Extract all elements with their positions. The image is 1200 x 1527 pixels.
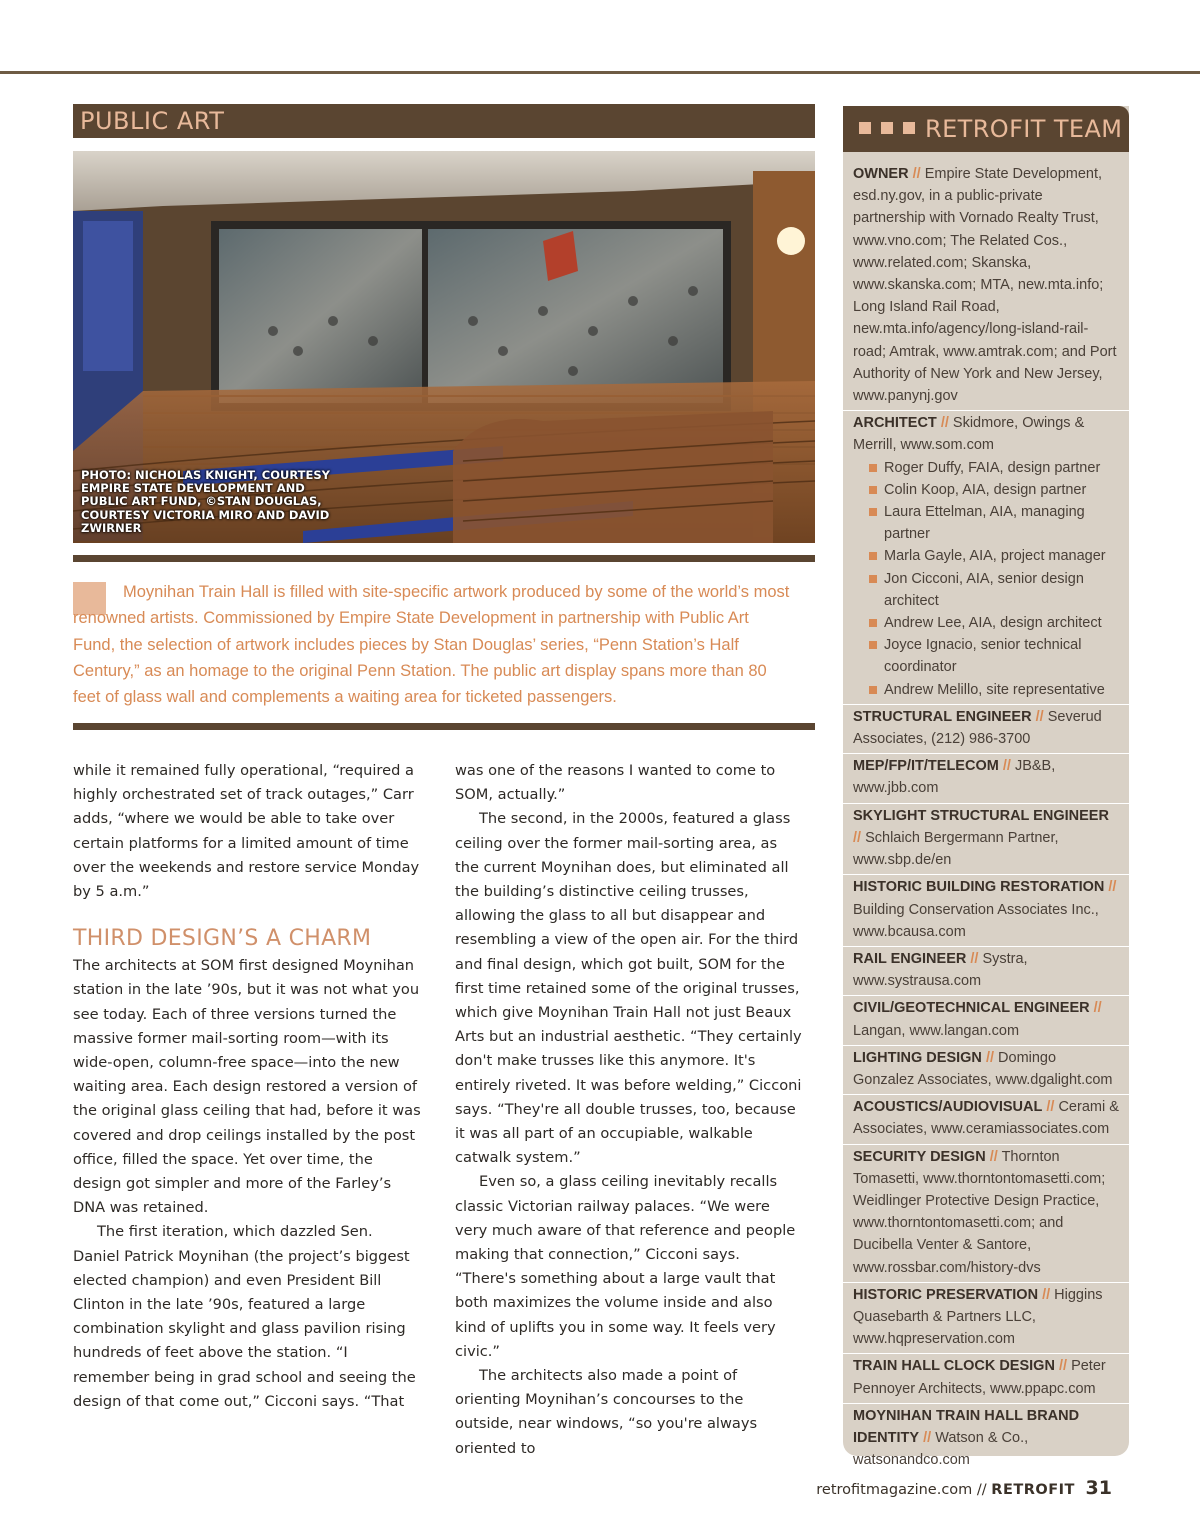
role-separator: // [985,1049,994,1066]
team-role: TRAIN HALL CLOCK DESIGN [853,1358,1055,1375]
top-rule [0,71,1200,74]
team-role: HISTORIC BUILDING RESTORATION [853,879,1105,896]
sidebar-title: RETROFIT TEAM [925,115,1123,143]
team-firm: Empire State Development, esd.ny.gov, in a public-private partnership with Vornado Realty Trust, www.vno.com; The Related Cos., www.related.com; Skanska, www.skanska.com; MTA, new.mta.info; Long Island Rail Road, new.mta.info/agency/long-island-rail-road; Amtrak, www.amtrak.com; and Port Authority of New York and New Jersey, www.panynj.gov [853,166,1117,405]
team-firm: Domingo Gonzalez Associates, www.dgalight.com [853,1049,1113,1088]
team-entry [843,1046,1129,1095]
team-firm: Peter Pennoyer Architects, www.ppapc.com [853,1358,1106,1397]
waiting-area-photo [73,151,815,543]
team-firm: Thornton Tomasetti, www.thorntontomasetti.com; Weidlinger Protective Design Practice, www.thorntontomasetti.com; and Ducibella Venter & Santore, www.rossbar.com/history-dvs [853,1148,1106,1276]
footer-brand: RETROFIT [991,1482,1075,1498]
page-number: 31 [1085,1477,1112,1499]
team-entry [843,754,1129,803]
role-separator: // [1046,1099,1055,1116]
team-members [853,457,1119,701]
team-role: ARCHITECT [853,415,937,432]
article-paragraph: while it remained fully operational, “required a highly orchestrated set of track outages,” Carr adds, “where we would be able to take over certain platforms for a limited amount of time over the weekends and restore service Monday by 5 a.m.” [73,762,420,901]
team-entry [843,804,1129,876]
role-separator: // [1058,1358,1068,1375]
photo-credit: PHOTO: NICHOLAS KNIGHT, COURTESY EMPIRE STATE DEVELOPMENT AND PUBLIC ART FUND, ©STAN DOUGLAS, COURTESY VICTORIA MIRO AND DAVID ZWIRNER [81,468,330,535]
square-bullet-icon [859,122,871,134]
role-separator: // [1042,1286,1051,1303]
article-column-1 [73,759,423,1414]
team-role: OWNER [853,166,909,182]
article-paragraph: The architects at SOM first designed Moynihan station in the late ’90s, but it was not what you see today. Each of three versions turned the massive former mail-sorting room—with its wide-open, column-free space—into the new waiting area. Each design restored a version of the original glass ceiling that had, before it was covered and drop ceilings installed by the post office, filled the space. Yet over time, the design got simpler and more of the Farley’s DNA was retained. [73,957,421,1217]
team-entry [843,1354,1129,1403]
caption-bottom-rule [73,723,815,730]
role-separator: // [1002,758,1011,775]
team-firm: Severud Associates, (212) 986-3700 [853,708,1102,748]
team-role: STRUCTURAL ENGINEER [853,708,1032,725]
team-member: Laura Ettelman, AIA, managing partner [872,501,1119,545]
role-separator: // [1093,1000,1102,1017]
retrofit-team-sidebar [843,106,1129,1469]
team-entry [843,947,1129,996]
role-separator: // [853,829,862,846]
team-role: SECURITY DESIGN [853,1148,986,1165]
team-firm: Higgins Quasebarth & Partners LLC, www.hqpreservation.com [853,1286,1103,1348]
photo-caption: Moynihan Train Hall is filled with site-specific artwork produced by some of the world’s most renowned artists. Commissioned by Empire State Development in partnership with Public Art Fund, the selection of artwork includes pieces by Stan Douglas’ series, “Penn Station’s Half Century,” as an homage to the original Penn Station. The public art display spans more than 80 feet of glass wall and complements a waiting area for ticketed passengers. [73,583,790,707]
team-member: Jon Cicconi, AIA, senior design architect [872,568,1119,612]
article-paragraph: was one of the reasons I wanted to come to SOM, actually.” [455,762,776,804]
article-paragraph: The second, in the 2000s, featured a glass ceiling over the former mail-sorting area, as the current Moynihan does, but eliminated all the building’s distinctive ceiling trusses, allowing the glass to all but disappear and resembling a view of the open air. For the third and final design, which got built, SOM for the first time retained some of the original trusses, which give Moynihan Train Hall not just Beaux Arts but an industrial aesthetic. “They certainly don't make trusses like this anymore. It's entirely riveted. It was before welding,” Cicconi says. “They're all double trusses, too, because it was all part of an occupiable, walkable catwalk system.” [455,810,802,1167]
sidebar-header [843,106,1129,152]
role-separator: // [940,415,949,432]
team-firm: Langan, www.langan.com [853,1022,1020,1039]
team-entry [843,1404,1129,1475]
team-entry [843,162,1129,411]
team-firm: Cerami & Associates, www.ceramiassociates.com [853,1099,1119,1138]
role-separator: // [970,950,979,967]
article-paragraph: Even so, a glass ceiling inevitably recalls classic Victorian railway palaces. “We were very much aware of that reference and people making that connection,” Cicconi says. “There's something about a large vault that both maximizes the volume inside and also kind of uplifts you in some way. It feels very civic.” [455,1173,796,1360]
team-entry [843,875,1129,947]
team-entry [843,1145,1129,1283]
team-role: SKYLIGHT STRUCTURAL ENGINEER [853,807,1109,824]
article-subhead: THIRD DESIGN’S A CHARM [73,926,372,952]
team-firm: Systra, www.systrausa.com [853,950,1028,990]
team-entry [843,705,1129,754]
team-firm: Skidmore, Owings & Merrill, www.som.com [853,415,1085,454]
article-column-2 [455,759,805,1461]
team-list [843,162,1129,1474]
team-role: HISTORIC PRESERVATION [853,1286,1039,1303]
role-separator: // [923,1429,932,1446]
team-role: ACOUSTICS/AUDIOVISUAL [853,1099,1043,1116]
team-firm: Schlaich Bergermann Partner, www.sbp.de/en [853,829,1059,869]
article-paragraph: The first iteration, which dazzled Sen. Daniel Patrick Moynihan (the project’s biggest elected champion) and even President Bill Clinton in the late ’90s, featured a large combination skylight and glass pavilion rising hundreds of feet above the station. “I remember being in grad school and seeing the design of that come out,” Cicconi says. “That [73,1223,416,1410]
team-entry [843,411,1129,705]
footer-site: retrofitmagazine.com // [816,1482,987,1498]
team-role: CIVIL/GEOTECHNICAL ENGINEER [853,1000,1090,1017]
team-entry [843,996,1129,1045]
square-bullet-icon [903,122,915,134]
team-member: Roger Duffy, FAIA, design partner [872,457,1119,479]
team-entry [843,1095,1129,1144]
caption-top-rule [73,555,815,562]
team-firm: JB&B, www.jbb.com [853,758,1056,797]
team-member: Colin Koop, AIA, design partner [872,479,1119,501]
team-firm: Building Conservation Associates Inc., www.bcausa.com [853,901,1099,940]
square-bullet-icon [881,122,893,134]
page-footer [816,1477,1112,1499]
section-label-band [73,104,815,138]
team-role: RAIL ENGINEER [853,950,967,967]
team-firm: Watson & Co., watsonandco.com [853,1429,1029,1469]
team-role: MEP/FP/IT/TELECOM [853,758,999,775]
team-member: Andrew Lee, AIA, design architect [872,612,1119,634]
team-role: LIGHTING DESIGN [853,1049,982,1066]
team-member: Andrew Melillo, site representative [872,679,1119,701]
team-member: Marla Gayle, AIA, project manager [872,545,1119,567]
section-label: PUBLIC ART [80,107,225,135]
role-separator: // [1108,879,1117,896]
role-separator: // [912,166,921,182]
article-paragraph: The architects also made a point of orienting Moynihan’s concourses to the outside, near windows, “so you're always oriented to [455,1367,758,1457]
team-entry [843,1283,1129,1355]
team-role: MOYNIHAN TRAIN HALL BRAND IDENTITY [853,1407,1080,1446]
role-separator: // [1035,708,1044,725]
role-separator: // [989,1148,998,1165]
team-member: Joyce Ignacio, senior technical coordinator [872,634,1119,678]
